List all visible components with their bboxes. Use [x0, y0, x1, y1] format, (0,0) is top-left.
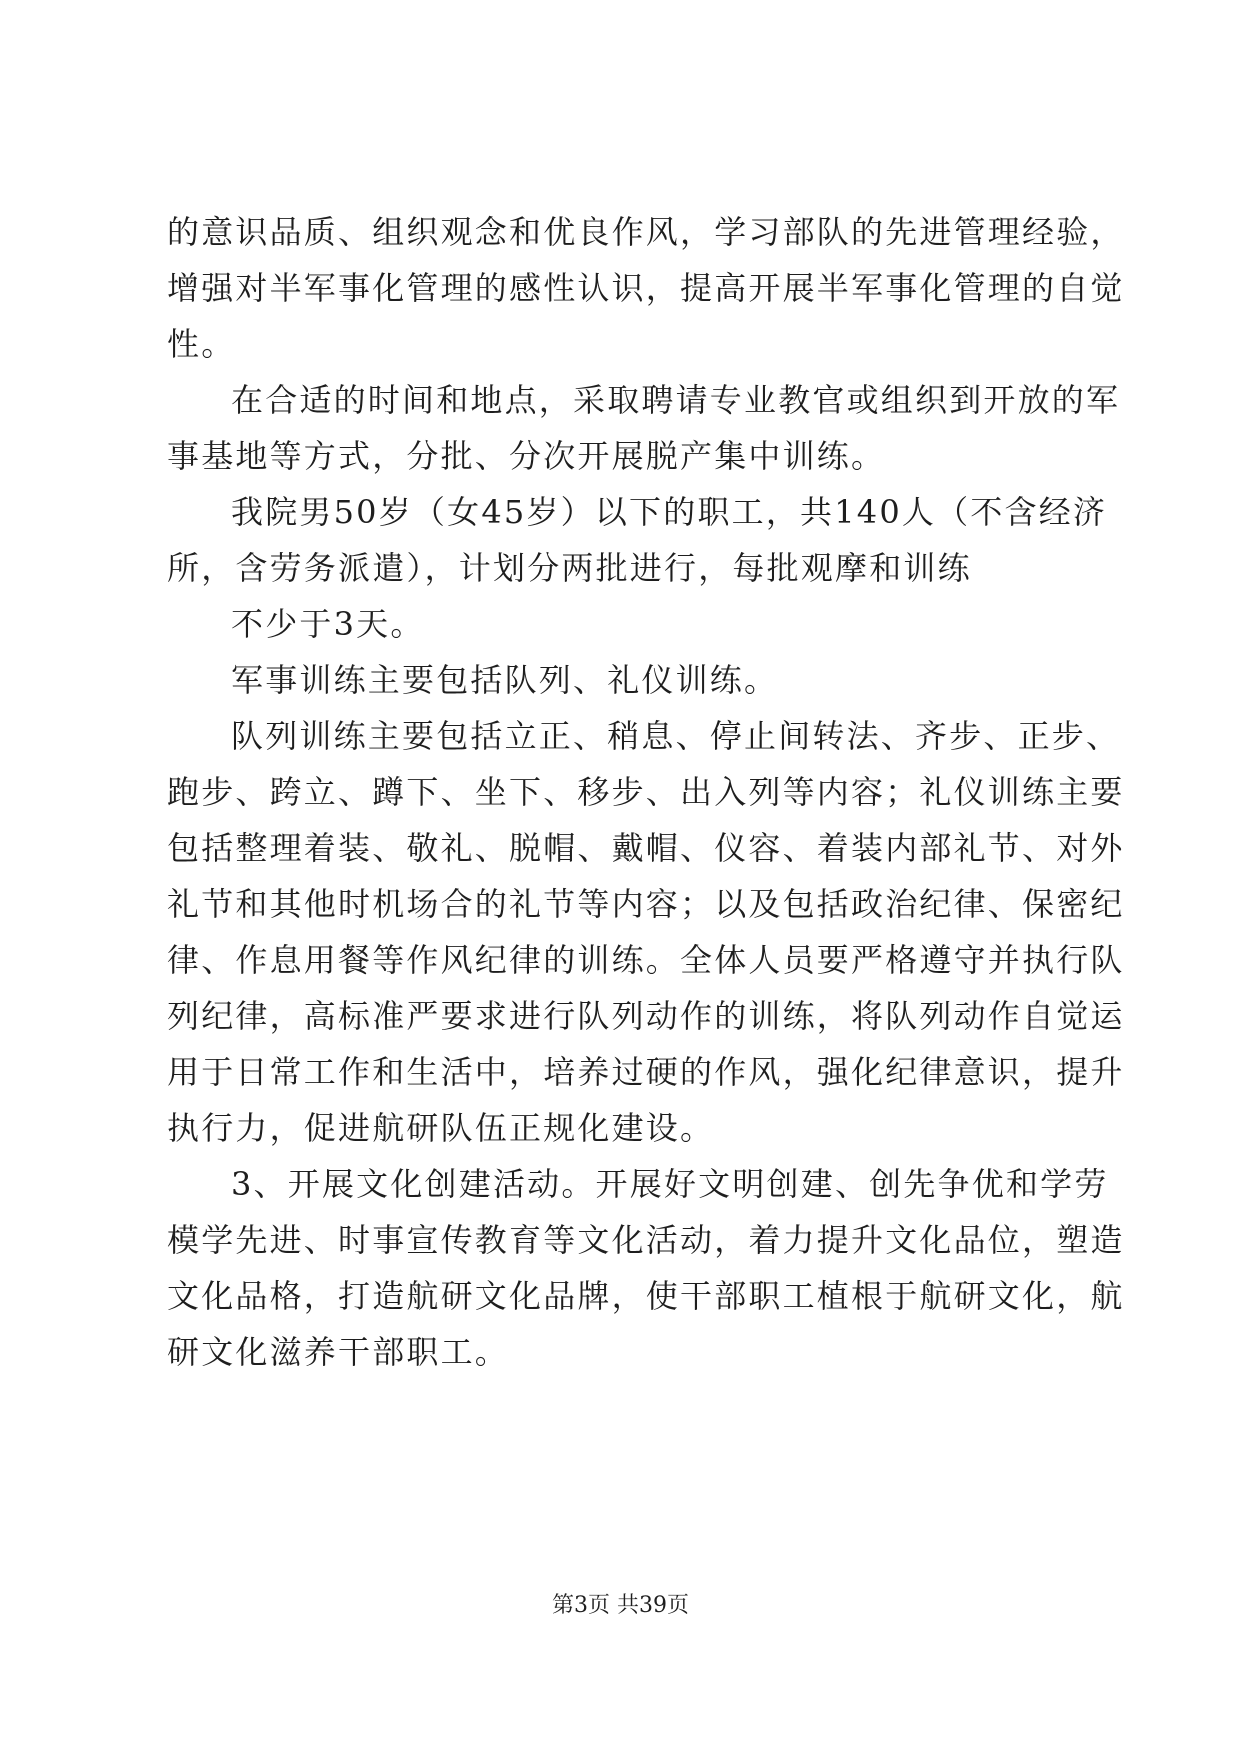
- text-line: 执行力，促进航研队伍正规化建设。: [167, 1109, 715, 1147]
- text-line: 的意识品质、组织观念和优良作风，学习部队的先进管理经验，: [167, 213, 1125, 251]
- text-line: 用于日常工作和生活中，培养过硬的作风，强化纪律意识，提升: [167, 1053, 1125, 1091]
- page-footer: 第3页 共39页: [552, 1593, 689, 1618]
- paragraph-start-line: 不少于3天。: [231, 605, 425, 643]
- paragraph-start-line: 军事训练主要包括队列、礼仪训练。: [231, 661, 779, 699]
- paragraph-start-line: 3、开展文化创建活动。开展好文明创建、创先争优和学劳: [231, 1165, 1109, 1203]
- text-line: 模学先进、时事宣传教育等文化活动，着力提升文化品位，塑造: [167, 1221, 1125, 1259]
- text-line: 事基地等方式，分批、分次开展脱产集中训练。: [167, 437, 886, 475]
- text-line: 跑步、跨立、蹲下、坐下、移步、出入列等内容；礼仪训练主要: [167, 773, 1125, 811]
- paragraph-start-line: 在合适的时间和地点，采取聘请专业教官或组织到开放的军: [231, 381, 1121, 419]
- paragraph-start-line: 我院男50岁（女45岁）以下的职工，共140人（不含经济: [231, 493, 1108, 531]
- text-line: 所，含劳务派遣），计划分两批进行，每批观摩和训练: [167, 549, 972, 587]
- text-line: 研文化滋养干部职工。: [167, 1333, 510, 1371]
- text-line: 文化品格，打造航研文化品牌，使干部职工植根于航研文化，航: [167, 1277, 1125, 1315]
- text-line: 列纪律，高标准严要求进行队列动作的训练，将队列动作自觉运: [167, 997, 1125, 1035]
- text-line: 礼节和其他时机场合的礼节等内容；以及包括政治纪律、保密纪: [167, 885, 1125, 923]
- text-line: 增强对半军事化管理的感性认识，提高开展半军事化管理的自觉: [167, 269, 1125, 307]
- text-line: 性。: [167, 325, 236, 363]
- text-line: 包括整理着装、敬礼、脱帽、戴帽、仪容、着装内部礼节、对外: [167, 829, 1125, 867]
- text-line: 律、作息用餐等作风纪律的训练。全体人员要严格遵守并执行队: [167, 941, 1125, 979]
- paragraph-start-line: 队列训练主要包括立正、稍息、停止间转法、齐步、正步、: [231, 717, 1121, 755]
